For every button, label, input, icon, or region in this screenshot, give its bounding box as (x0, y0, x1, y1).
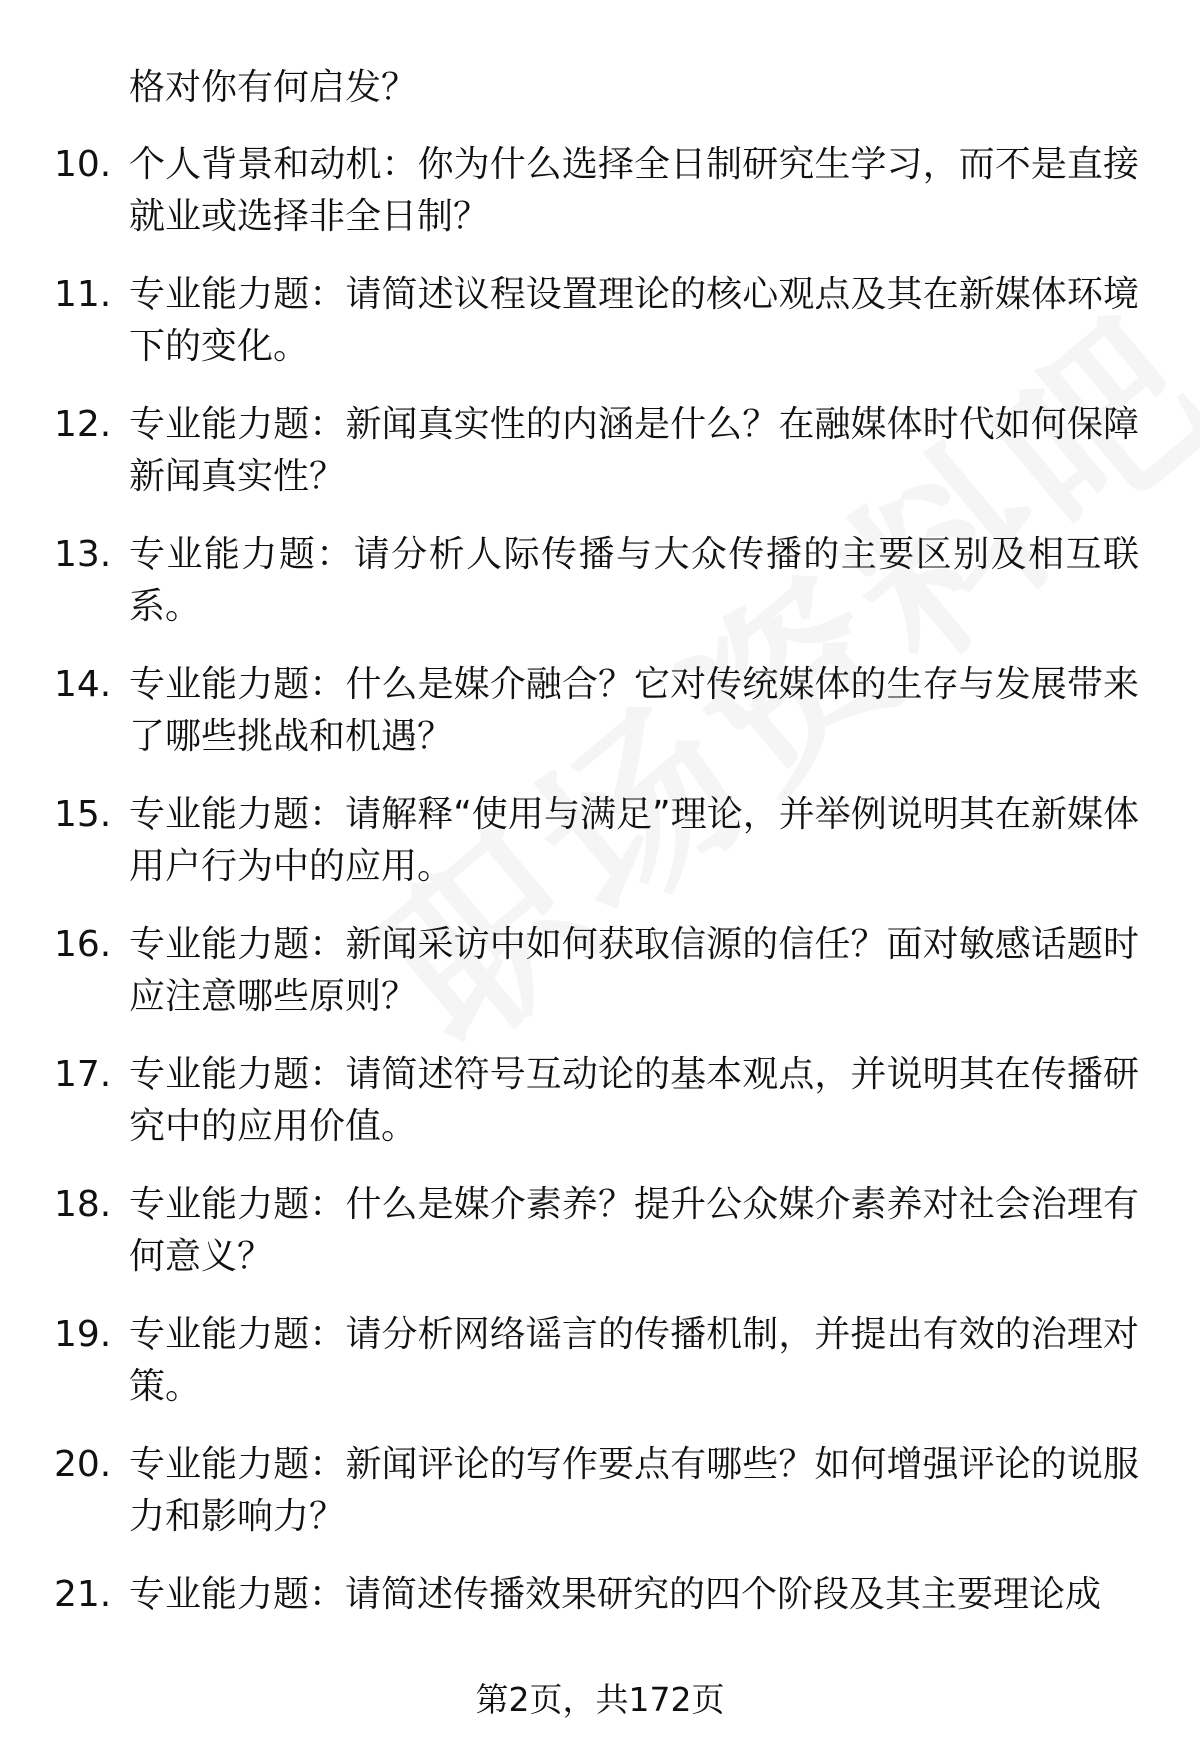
question-text: 专业能力题：请解释“使用与满足”理论，并举例说明其在新媒体用户行为中的应用。 (129, 794, 1139, 887)
question-number: 16. (54, 924, 112, 965)
question-text: 个人背景和动机：你为什么选择全日制研究生学习，而不是直接就业或选择非全日制？ (129, 144, 1139, 237)
question-text: 专业能力题：请分析人际传播与大众传播的主要区别及相互联系。 (129, 534, 1139, 627)
question-number: 11. (54, 274, 112, 315)
page-footer: 第2页，共172页 (475, 1680, 725, 1719)
question-number: 12. (54, 404, 112, 445)
question-text: 专业能力题：请简述议程设置理论的核心观点及其在新媒体环境下的变化。 (129, 274, 1139, 367)
question-text: 专业能力题：请分析网络谣言的传播机制，并提出有效的治理对策。 (129, 1314, 1139, 1407)
question-text: 专业能力题：什么是媒介素养？提升公众媒介素养对社会治理有何意义？ (129, 1184, 1139, 1277)
question-number: 19. (54, 1314, 112, 1355)
question-number: 14. (54, 664, 112, 705)
question-number: 17. (54, 1054, 112, 1095)
question-number: 10. (54, 144, 112, 185)
question-number: 21. (54, 1574, 112, 1615)
question-text: 专业能力题：新闻评论的写作要点有哪些？如何增强评论的说服力和影响力？ (129, 1444, 1139, 1537)
question-number: 13. (54, 534, 112, 575)
question-item (0, 1309, 1200, 1439)
question-item (0, 529, 1200, 659)
question-item (0, 919, 1200, 1049)
question-text: 专业能力题：请简述传播效果研究的四个阶段及其主要理论成 (129, 1574, 1102, 1615)
question-item (0, 139, 1200, 269)
question-item (0, 399, 1200, 529)
question-text: 专业能力题：新闻采访中如何获取信源的信任？面对敏感话题时应注意哪些原则？ (129, 924, 1139, 1017)
question-number: 15. (54, 794, 112, 835)
question-text: 专业能力题：什么是媒介融合？它对传统媒体的生存与发展带来了哪些挑战和机遇？ (129, 664, 1139, 757)
question-item (0, 269, 1200, 399)
question-text: 专业能力题：新闻真实性的内涵是什么？在融媒体时代如何保障新闻真实性？ (129, 404, 1139, 497)
question-item (0, 1179, 1200, 1309)
question-list (0, 139, 1200, 1699)
question-item (0, 659, 1200, 789)
question-number: 18. (54, 1184, 112, 1225)
question-number: 20. (54, 1444, 112, 1485)
question-item (0, 1049, 1200, 1179)
previous-question-continuation: 格对你有何启发？ (129, 67, 418, 108)
question-item (0, 789, 1200, 919)
question-text: 专业能力题：请简述符号互动论的基本观点，并说明其在传播研究中的应用价值。 (129, 1054, 1139, 1147)
question-item (0, 1439, 1200, 1569)
